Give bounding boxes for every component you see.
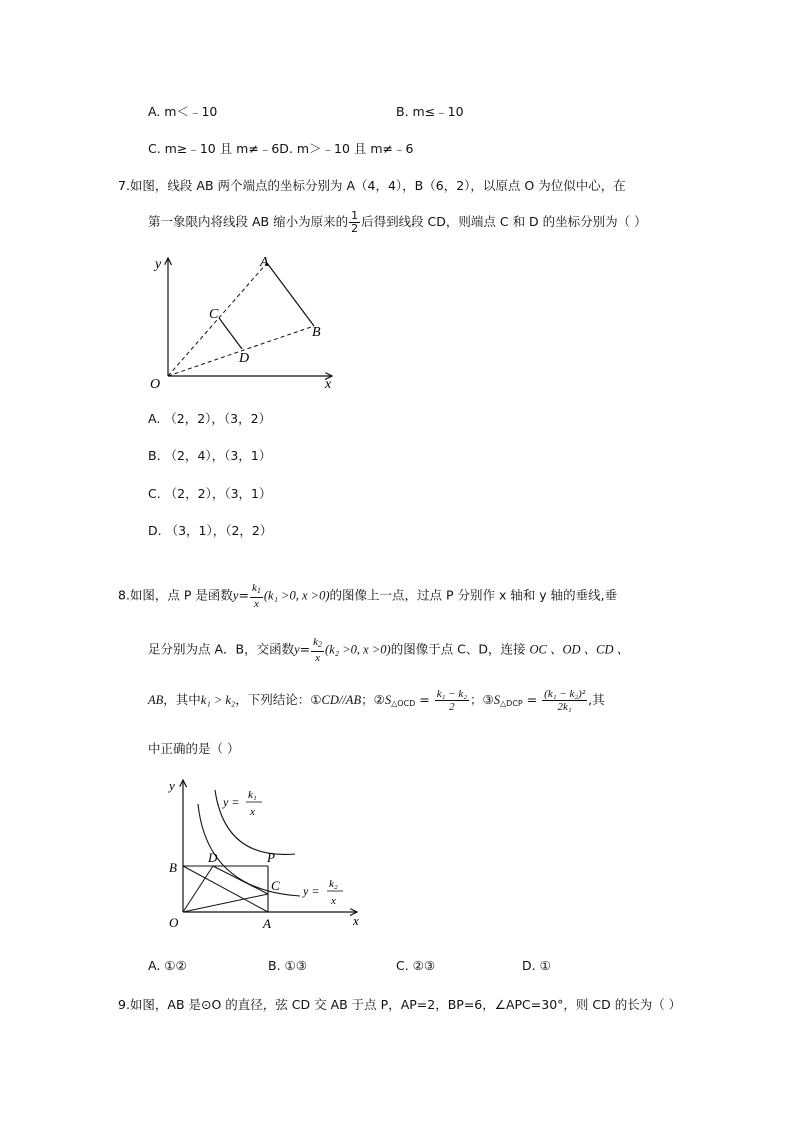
q8-stem-line2: 足分别为点 A．B，交函数y= $\frac{k_2}{x}$ (k₂ >0, x >0)的图像于点 C、D，连接 OC 、OD 、CD 、 — [148, 636, 630, 664]
q8-label-b: B — [169, 860, 177, 875]
q8-segment-oc — [183, 894, 268, 912]
q8-func1-fraction: $\frac{k_1}{x}$ — [251, 582, 261, 610]
q7-stem-line1: 7.如图，线段 AB 两个端点的坐标分别为 A（4，4），B（6，2），以原点 O 为位似中心，在 — [118, 178, 626, 193]
q8-func1-label-num: k₁ — [248, 789, 257, 801]
q6-option-cd: C. m≥﹣10 且 m≠﹣6D. m＞﹣10 且 m≠﹣6 — [148, 141, 414, 156]
q8-figure — [145, 770, 370, 935]
q7-label-x: x — [325, 377, 332, 392]
q8-func1-label-den: x — [250, 806, 255, 818]
q8-option-a: A. ①② — [148, 958, 187, 973]
q6-option-b: B. m≤﹣10 — [396, 104, 464, 119]
q7-figure — [140, 250, 350, 400]
q8-func1-label-lhs: y = — [223, 795, 240, 809]
q8-area1-fraction: $\frac{\text{k₁ − k₂}}{2}$ — [436, 688, 468, 713]
q8-func2-label-num: k₂ — [329, 878, 338, 890]
q7-option-b: B. （2，4），（3，1） — [148, 448, 272, 463]
q8-stem-line1: 8.如图，点 P 是函数y= $\frac{k_1}{x}$ (k₁ >0, x >0)的图像上一点，过点 P 分别作 x 轴和 y 轴的垂线,垂 — [118, 582, 618, 610]
q8-label-p: P — [267, 850, 275, 865]
q7-fraction: $\frac{1}{2}$ — [351, 209, 359, 235]
q8-option-b: B. ①③ — [268, 958, 307, 973]
q8-option-c: C. ②③ — [396, 958, 436, 973]
q8-label-d: D — [208, 850, 218, 865]
q8-area2-fraction: $\frac{\text{(k₁ − k₂)²}}{\text{2k₁}}$ — [544, 688, 586, 713]
q8-option-d: D. ① — [522, 958, 551, 973]
q7-segment-ab — [267, 263, 314, 326]
q8-label-c: C — [271, 878, 280, 893]
q8-stem-line4: 中正确的是（ ） — [148, 741, 240, 756]
q8-stem-line3: AB，其中k₁ > k₂，下列结论：①CD//AB；$②S_{\triangle OCD}$ = $\frac{\text{k₁ − k₂}}{2}$ ；$③S_{\triangle DCP}$ = $\frac{\text{(k₁ − k₂)²}}{\text{2k₁}}$ ,其 — [148, 688, 605, 713]
q8-label-x: x — [353, 913, 359, 928]
q8-segment-cd — [213, 866, 268, 894]
q7-label-a: A — [260, 255, 269, 270]
q8-func2-label-lhs: y = — [303, 884, 320, 898]
q7-label-b: B — [312, 325, 321, 340]
q6-option-a: A. m＜﹣10 — [148, 104, 218, 119]
q7-label-d: D — [239, 351, 250, 366]
q8-label-a: A — [263, 916, 271, 931]
q7-label-y: y — [155, 257, 162, 272]
q7-label-o: O — [150, 377, 161, 392]
q7-segment-cd — [219, 318, 242, 349]
q7-option-a: A. （2，2），（3，2） — [148, 411, 272, 426]
q8-segment-od — [183, 866, 213, 912]
q7-option-d: D. （3，1），（2，2） — [148, 523, 273, 538]
q7-option-c: C. （2，2），（3，1） — [148, 486, 272, 501]
q7-stem-line2: 第一象限内将线段 AB 缩小为原来的 $\frac{1}{2}$ 后得到线段 CD，则端点 C 和 D 的坐标分别为（ ） — [148, 209, 647, 235]
q8-label-o: O — [169, 915, 179, 930]
q8-func2-label-den: x — [331, 895, 336, 907]
q7-label-c: C — [209, 307, 219, 322]
q8-label-y: y — [169, 778, 175, 793]
q9-stem: 9.如图，AB 是⊙O 的直径，弦 CD 交 AB 于点 P，AP=2，BP=6，∠APC=30°，则 CD 的长为（ ） — [118, 997, 682, 1012]
q8-func2-fraction: $\frac{k_2}{x}$ — [313, 636, 323, 664]
